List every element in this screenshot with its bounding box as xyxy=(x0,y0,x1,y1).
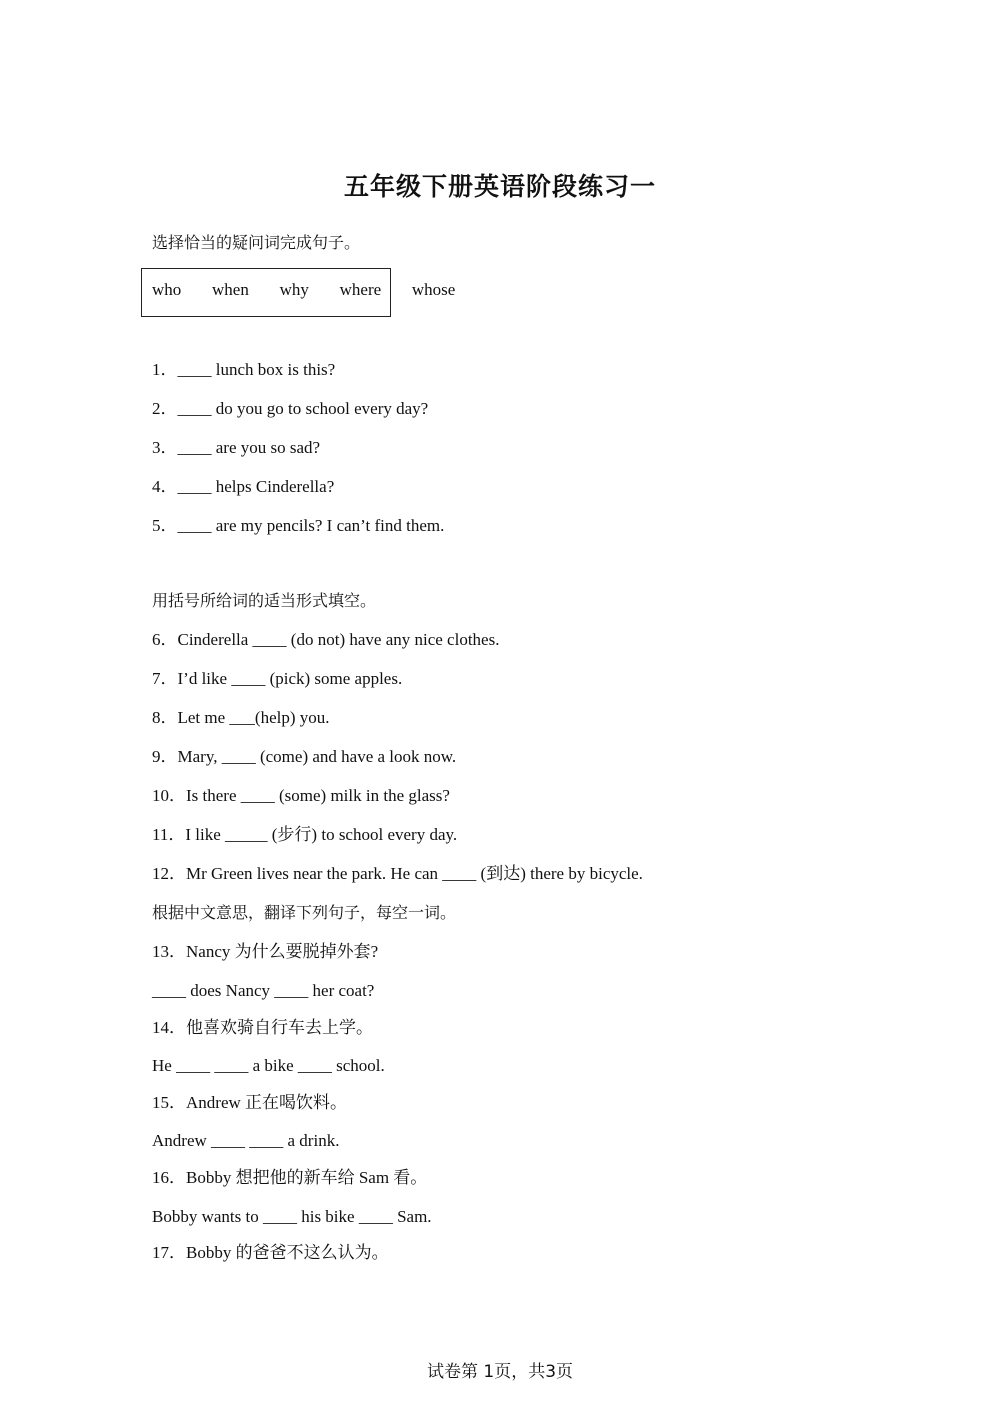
section1-instruction: 选择恰当的疑问词完成句子。 xyxy=(152,233,361,252)
question-17-prompt: 17．Bobby 的爸爸不这么认为。 xyxy=(152,1243,389,1262)
question-11: 11．I like _____ (步行) to school every day. xyxy=(152,825,458,844)
question-15-answer: Andrew ____ ____ a drink. xyxy=(152,1131,340,1150)
question-14-prompt: 14．他喜欢骑自行车去上学。 xyxy=(152,1018,373,1037)
page-footer: 试卷第 1页，共3页 xyxy=(426,1362,574,1382)
question-4: 4．____ helps Cinderella? xyxy=(152,477,335,496)
question-3: 3．____ are you so sad? xyxy=(152,438,321,457)
question-16-answer: Bobby wants to ____ his bike ____ Sam. xyxy=(152,1207,432,1226)
question-7: 7．I’d like ____ (pick) some apples. xyxy=(152,669,403,688)
question-6: 6．Cinderella ____ (do not) have any nice clothes. xyxy=(152,630,500,649)
question-9: 9．Mary, ____ (come) and have a look now. xyxy=(152,747,457,766)
question-1: 1．____ lunch box is this? xyxy=(152,360,336,379)
question-12: 12．Mr Green lives near the park. He can ____ (到达) there by bicycle. xyxy=(152,864,643,883)
page-title: 五年级下册英语阶段练习一 xyxy=(343,172,656,201)
word-box-words: who when why where whose xyxy=(152,280,456,299)
question-14-answer: He ____ ____ a bike ____ school. xyxy=(152,1056,385,1075)
question-15-prompt: 15．Andrew 正在喝饮料。 xyxy=(152,1093,348,1112)
question-13-prompt: 13．Nancy 为什么要脱掉外套? xyxy=(152,942,379,961)
question-10: 10．Is there ____ (some) milk in the glass? xyxy=(152,786,450,805)
question-8: 8．Let me ___(help) you. xyxy=(152,708,330,727)
question-13-answer: ____ does Nancy ____ her coat? xyxy=(152,981,375,1000)
section3-instruction: 根据中文意思，翻译下列句子，每空一词。 xyxy=(152,903,457,922)
section2-instruction: 用括号所给词的适当形式填空。 xyxy=(152,591,377,610)
word-box xyxy=(141,268,456,317)
question-5: 5．____ are my pencils? I can’t find them. xyxy=(152,516,445,535)
question-2: 2．____ do you go to school every day? xyxy=(152,399,429,418)
question-16-prompt: 16．Bobby 想把他的新车给 Sam 看。 xyxy=(152,1168,428,1187)
